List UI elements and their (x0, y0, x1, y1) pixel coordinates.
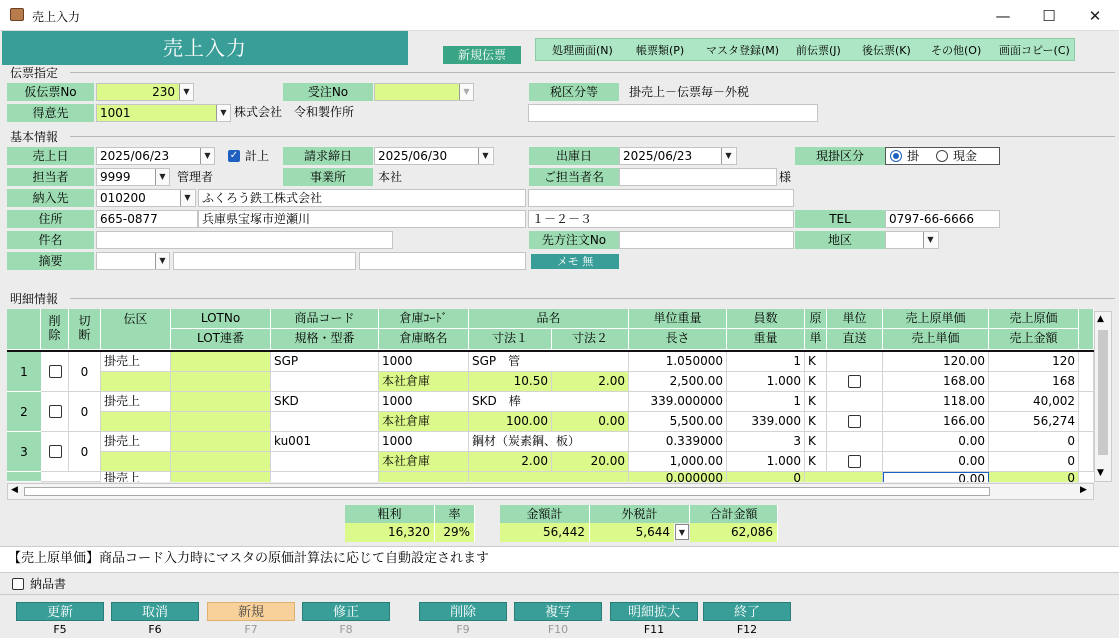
unit-cell[interactable] (827, 432, 883, 452)
header-lot-seq: LOT連番 (171, 329, 271, 350)
closing-date-label: 請求締日 (283, 147, 373, 165)
customer-po-label: 先方注文No (529, 231, 619, 249)
unit-weight-cell[interactable]: 1.050000 (629, 352, 727, 372)
header-direct-ship: 直送 (827, 329, 883, 350)
header-weight: 重量 (727, 329, 805, 350)
length-cell[interactable]: 1,000.00 (629, 452, 727, 472)
warehouse-name-cell[interactable]: 本社倉庫 (379, 372, 469, 392)
vertical-scrollbar[interactable] (1094, 311, 1112, 482)
chevron-down-icon[interactable]: ▼ (155, 169, 169, 185)
length-cell[interactable]: 2,500.00 (629, 372, 727, 392)
calendar-dropdown-icon[interactable]: ▼ (478, 148, 492, 164)
row-number: 3 (7, 432, 41, 472)
tax-total-label: 外税計 (590, 505, 690, 523)
calendar-dropdown-icon[interactable]: ▼ (721, 148, 735, 164)
window-title: 売上入力 (32, 10, 81, 24)
dim1-cell[interactable]: 100.00 (469, 412, 552, 432)
f12-label: F12 (736, 623, 758, 636)
product-name-cell[interactable]: SGP 管 (469, 352, 629, 372)
amount-cell[interactable]: 0 (989, 452, 1079, 472)
sales-date-input[interactable]: 2025/06/23 (96, 147, 215, 165)
slip-type-cell[interactable]: 掛売上 (101, 432, 171, 452)
tel-input[interactable]: 0797-66-6666 (885, 210, 1000, 228)
header-unit-price: 売上単価 (883, 329, 989, 350)
dim2-cell[interactable]: 20.00 (552, 452, 629, 472)
header-unit: 単位 (827, 309, 883, 329)
delivery-dest-extra-field[interactable] (528, 189, 794, 207)
quantity-cell[interactable]: 3 (727, 432, 805, 452)
row-number: 2 (7, 392, 41, 432)
f11-label: F11 (643, 623, 665, 636)
cash-type-label: 現掛区分 (795, 147, 885, 165)
cost-unit-price-cell[interactable]: 118.00 (883, 392, 989, 412)
menu-next-voucher[interactable]: 後伝票(K) (862, 44, 911, 57)
scroll-thumb[interactable] (1098, 330, 1108, 455)
chevron-down-icon[interactable]: ▼ (155, 253, 169, 269)
quantity-cell[interactable]: 1 (727, 352, 805, 372)
total-value: 56,442 (500, 523, 590, 542)
subject-label: 件名 (7, 231, 94, 249)
warehouse-code-cell[interactable]: 1000 (379, 392, 469, 412)
lot-seq-cell[interactable] (171, 452, 271, 472)
dim2-cell[interactable]: 0.00 (552, 412, 629, 432)
divider (70, 72, 1115, 73)
f8-label: F8 (339, 623, 353, 636)
quantity-cell[interactable]: 1 (727, 392, 805, 412)
chevron-down-icon[interactable]: ▼ (459, 84, 473, 100)
lot-no-cell[interactable] (171, 352, 271, 372)
customer-label: 得意先 (7, 104, 94, 122)
closing-date-input[interactable]: 2025/06/30 (374, 147, 494, 165)
slip-type-cell[interactable]: 掛売上 (101, 352, 171, 372)
divider (70, 298, 1115, 299)
address1-input[interactable]: 兵庫県宝塚市逆瀬川 (198, 210, 526, 228)
office-value: 本社 (378, 170, 403, 184)
profit-label: 粗利 (345, 505, 435, 523)
warehouse-code-cell[interactable]: 1000 (379, 352, 469, 372)
section-detail: 明細情報 (10, 292, 59, 306)
header-dim2: 寸法２ (552, 329, 629, 350)
product-code-cell[interactable] (271, 472, 379, 482)
menu-screen-copy[interactable]: 画面コピー(C) (999, 44, 1070, 57)
unit-cell[interactable] (827, 352, 883, 372)
f7-label: F7 (244, 623, 258, 636)
warehouse-name-cell[interactable]: 本社倉庫 (379, 412, 469, 432)
cost-cell[interactable]: 0 (989, 432, 1079, 452)
menu-other[interactable]: その他(O) (931, 44, 982, 57)
ship-date-label: 出庫日 (529, 147, 619, 165)
grand-total-label: 合計金額 (690, 505, 778, 523)
f9-label: F9 (456, 623, 470, 636)
temp-no-label: 仮伝票No (7, 83, 94, 101)
spec-cell[interactable] (271, 452, 379, 472)
horizontal-scrollbar[interactable] (7, 483, 1094, 500)
cost-cell[interactable]: 0 (989, 472, 1079, 482)
sales-date-label: 売上日 (7, 147, 94, 165)
cut-cell: 0 (69, 392, 101, 432)
menu-process-screen[interactable]: 処理画面(N) (552, 44, 613, 57)
delete-checkbox[interactable] (49, 365, 62, 378)
close-button[interactable]: ✕ (1088, 7, 1102, 25)
scroll-down-icon[interactable]: ▼ (1097, 468, 1104, 478)
customer-code-input[interactable]: 1001 (96, 104, 231, 122)
edit-button[interactable]: 修正 (302, 602, 390, 621)
summary-input-1[interactable] (173, 252, 356, 270)
contact-input[interactable] (619, 168, 777, 186)
chevron-down-icon[interactable]: ▼ (675, 524, 689, 540)
order-no-label: 受注No (283, 83, 373, 101)
customer-extra-field[interactable] (528, 104, 818, 122)
product-name-cell[interactable]: SKD 棒 (469, 392, 629, 412)
title-bar (0, 0, 1119, 31)
unit-price-cell[interactable]: 168.00 (883, 372, 989, 392)
page-title: 売上入力 (2, 31, 408, 65)
f6-label: F6 (148, 623, 162, 636)
delete-cell (41, 352, 69, 392)
gen-unit-cell[interactable]: K (805, 352, 827, 372)
temp-no-input[interactable]: 230 (96, 83, 194, 101)
tel-label: TEL (795, 210, 885, 228)
delete-button[interactable]: 削除 (419, 602, 507, 621)
header-extra (1079, 309, 1094, 350)
delete-cell (41, 432, 69, 472)
delete-checkbox[interactable] (49, 445, 62, 458)
gen-unit-cell[interactable]: K (805, 392, 827, 412)
unit-weight-cell[interactable]: 0.000000 (629, 472, 727, 482)
summary-label: 摘要 (7, 252, 94, 270)
section-voucher: 伝票指定 (10, 66, 59, 80)
cost-unit-price-cell[interactable]: 0.00 (883, 472, 989, 482)
contact-label: ご担当者名 (529, 168, 619, 186)
radio-cash-label: 現金 (953, 149, 978, 163)
header-product-code: 商品コード (271, 309, 379, 329)
unit-weight-cell[interactable]: 0.339000 (629, 432, 727, 452)
dim1-cell[interactable]: 10.50 (469, 372, 552, 392)
radio-credit[interactable] (890, 150, 902, 162)
chevron-down-icon[interactable]: ▼ (216, 105, 230, 121)
header-product-name: 品名 (469, 309, 629, 329)
delete-cell (41, 392, 69, 432)
menu-reports[interactable]: 帳票類(P) (636, 44, 685, 57)
lot-no-cell[interactable] (171, 472, 271, 482)
unit-cell[interactable] (827, 392, 883, 412)
header-length: 長さ (629, 329, 727, 350)
hint-text: 【売上原単価】商品コード入力時にマスタの原価計算法に応じて自動設定されます (8, 551, 490, 566)
delivery-dest-code-input[interactable]: 010200 (96, 189, 196, 207)
unit-price-cell[interactable]: 166.00 (883, 412, 989, 432)
tan-unit-cell[interactable]: K (805, 452, 827, 472)
grand-total-value: 62,086 (690, 523, 778, 542)
product-code-cell[interactable]: SGP (271, 352, 379, 372)
subject-input[interactable] (96, 231, 393, 249)
customer-po-input[interactable] (619, 231, 794, 249)
direct-ship-checkbox[interactable] (848, 375, 861, 388)
dim1-cell[interactable]: 2.00 (469, 452, 552, 472)
menu-master-register[interactable]: マスタ登録(M) (706, 44, 780, 57)
summary-input-2[interactable] (359, 252, 526, 270)
delivery-note-label: 納品書 (30, 577, 67, 591)
header-amount: 売上金額 (989, 329, 1079, 350)
expand-detail-button[interactable]: 明細拡大 (610, 602, 698, 621)
lot-no-cell[interactable] (171, 392, 271, 412)
extra-cell (1079, 352, 1094, 392)
slip-type-cell[interactable]: 掛売上 (101, 392, 171, 412)
staff-name: 管理者 (177, 170, 214, 184)
product-code-cell[interactable]: ku001 (271, 432, 379, 452)
app-icon (10, 8, 24, 21)
tan-unit-cell[interactable]: K (805, 412, 827, 432)
header-delete: 削 除 (41, 309, 69, 350)
divider (70, 136, 1115, 137)
product-name-cell[interactable] (469, 472, 629, 482)
new-button[interactable]: 新規 (207, 602, 295, 621)
weight-cell[interactable]: 1.000 (727, 452, 805, 472)
staff-label: 担当者 (7, 168, 94, 186)
direct-ship-cell[interactable] (827, 452, 883, 472)
detail-grid (7, 309, 1094, 482)
direct-ship-checkbox[interactable] (848, 415, 861, 428)
warehouse-code-cell[interactable]: 1000 (379, 432, 469, 452)
cost-unit-price-cell[interactable]: 120.00 (883, 352, 989, 372)
scroll-thumb-h[interactable] (24, 487, 990, 496)
radio-cash[interactable] (936, 150, 948, 162)
keijo-label: 計上 (245, 149, 270, 163)
gen-unit-cell[interactable]: K (805, 432, 827, 452)
profit-value: 16,320 (345, 523, 435, 542)
delivery-note-checkbox[interactable] (12, 578, 24, 590)
tax-value: 掛売上－伝票毎－外税 (629, 85, 750, 99)
unit-weight-cell[interactable]: 339.000000 (629, 392, 727, 412)
product-code-cell[interactable]: SKD (271, 392, 379, 412)
row-number: 1 (7, 352, 41, 392)
header-lot-no: LOTNo (171, 309, 271, 329)
quantity-cell[interactable]: 0 (727, 472, 805, 482)
cost-cell[interactable]: 40,002 (989, 392, 1079, 412)
unit-price-cell[interactable]: 0.00 (883, 452, 989, 472)
zip-input[interactable]: 665-0877 (96, 210, 198, 228)
scroll-up-icon[interactable]: ▲ (1097, 314, 1104, 324)
tan-unit-cell[interactable]: K (805, 372, 827, 392)
delete-checkbox[interactable] (49, 405, 62, 418)
header-tan: 単 (805, 329, 827, 350)
header-cost-unit-price: 売上原単価 (883, 309, 989, 329)
rate-label: 率 (435, 505, 475, 523)
header-warehouse-name: 倉庫略名 (379, 329, 469, 350)
slip-type-sub-cell[interactable] (101, 412, 171, 432)
copy-button[interactable]: 複写 (514, 602, 602, 621)
header-gen: 原 (805, 309, 827, 329)
partial-cell (41, 472, 101, 482)
cancel-button[interactable]: 取消 (111, 602, 199, 621)
customer-name: 株式会社 令和製作所 (234, 105, 355, 119)
spec-cell[interactable] (271, 372, 379, 392)
tax-total-value: 5,644 (590, 523, 675, 542)
amount-cell[interactable]: 56,274 (989, 412, 1079, 432)
keijo-checkbox[interactable]: ✓ (229, 150, 239, 161)
f10-label: F10 (547, 623, 569, 636)
maximize-button[interactable]: ☐ (1042, 7, 1056, 25)
exit-button[interactable]: 終了 (703, 602, 791, 621)
staff-code-input[interactable]: 9999 (96, 168, 170, 186)
mode-badge: 新規伝票 (443, 46, 521, 64)
dim2-cell[interactable]: 2.00 (552, 372, 629, 392)
length-cell[interactable]: 5,500.00 (629, 412, 727, 432)
cost-cell[interactable]: 120 (989, 352, 1079, 372)
extra-cell (1079, 392, 1094, 432)
cost-unit-price-cell[interactable]: 0.00 (883, 432, 989, 452)
weight-cell[interactable]: 1.000 (727, 372, 805, 392)
header-cut: 切 断 (69, 309, 101, 350)
row-number (7, 472, 41, 482)
direct-ship-checkbox[interactable] (848, 455, 861, 468)
direct-ship-cell[interactable] (827, 372, 883, 392)
area-label: 地区 (795, 231, 885, 249)
honorific: 様 (779, 170, 792, 184)
grid-rows (7, 352, 1094, 482)
header-unit-weight: 単位重量 (629, 309, 727, 329)
cut-cell: 0 (69, 352, 101, 392)
direct-ship-cell[interactable] (827, 412, 883, 432)
header-slip-type: 伝区 (101, 309, 171, 350)
slip-type-cell[interactable]: 掛売上 (101, 472, 171, 482)
address2-input[interactable]: １－２－３ (528, 210, 794, 228)
scroll-right-icon[interactable]: ▶ (1080, 485, 1087, 495)
cut-cell: 0 (69, 432, 101, 472)
update-button[interactable]: 更新 (16, 602, 104, 621)
chevron-down-icon[interactable]: ▼ (180, 190, 194, 206)
total-label: 金額計 (500, 505, 590, 523)
delivery-dest-name-input[interactable]: ふくろう鉄工株式会社 (198, 189, 526, 207)
tax-label: 税区分等 (529, 83, 619, 101)
header-dim1: 寸法１ (469, 329, 552, 350)
header-rownum-corner (7, 309, 41, 350)
warehouse-code-cell[interactable] (379, 472, 469, 482)
chevron-down-icon[interactable]: ▼ (179, 84, 193, 100)
lot-seq-cell[interactable] (171, 372, 271, 392)
amount-cell[interactable]: 168 (989, 372, 1079, 392)
product-name-cell[interactable]: 鋼材（炭素鋼、板） (469, 432, 629, 452)
chevron-down-icon[interactable]: ▼ (923, 232, 937, 248)
address-label: 住所 (7, 210, 94, 228)
divider (0, 594, 1119, 595)
extra-cell (1079, 432, 1094, 472)
header-quantity: 員数 (727, 309, 805, 329)
rate-value: 29% (435, 523, 475, 542)
warehouse-name-cell[interactable]: 本社倉庫 (379, 452, 469, 472)
lot-seq-cell[interactable] (171, 412, 271, 432)
slip-type-sub-cell[interactable] (101, 452, 171, 472)
menu-bar (535, 38, 1075, 61)
f5-label: F5 (53, 623, 67, 636)
section-basic: 基本情報 (10, 130, 59, 144)
memo-button[interactable]: メモ 無 (531, 254, 619, 269)
delivery-dest-label: 納入先 (7, 189, 94, 207)
header-spec: 規格・型番 (271, 329, 379, 350)
unit-cell[interactable] (805, 472, 883, 482)
spec-cell[interactable] (271, 412, 379, 432)
scroll-left-icon[interactable]: ◀ (11, 485, 18, 495)
header-warehouse-code: 倉庫ｺｰﾄﾞ (379, 309, 469, 329)
slip-type-sub-cell[interactable] (101, 372, 171, 392)
menu-prev-voucher[interactable]: 前伝票(J) (796, 44, 841, 57)
lot-no-cell[interactable] (171, 432, 271, 452)
radio-credit-label: 掛 (907, 149, 920, 163)
ship-date-input[interactable]: 2025/06/23 (619, 147, 737, 165)
weight-cell[interactable]: 339.000 (727, 412, 805, 432)
header-cost: 売上原価 (989, 309, 1079, 329)
office-label: 事業所 (283, 168, 373, 186)
calendar-dropdown-icon[interactable]: ▼ (200, 148, 214, 164)
minimize-button[interactable]: — (995, 7, 1011, 25)
